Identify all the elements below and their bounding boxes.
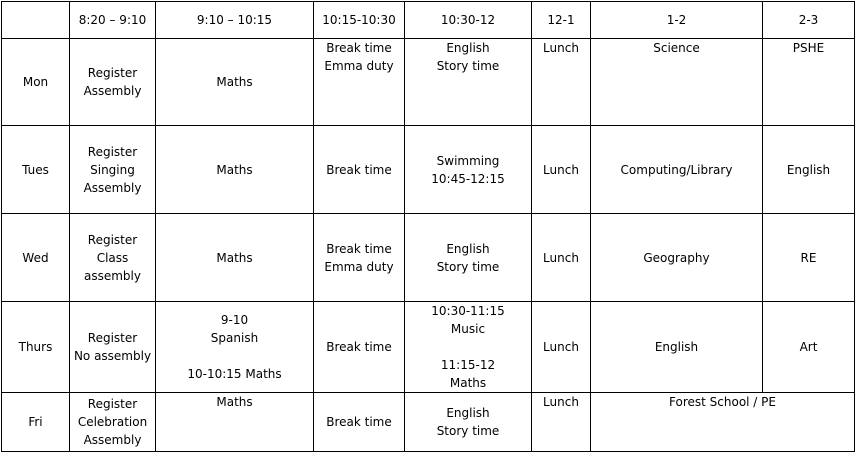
break-cell: Break time <box>314 393 405 452</box>
registration-cell: Register Celebration Assembly <box>70 393 156 452</box>
afternoon1-cell: English <box>591 302 763 393</box>
header-cell-afternoon2: 2-3 <box>763 2 855 39</box>
lunch-cell: Lunch <box>532 393 591 452</box>
afternoon2-cell: PSHE <box>763 39 855 126</box>
break-cell: Break time Emma duty <box>314 214 405 302</box>
day-cell: Tues <box>2 126 70 214</box>
afternoon2-cell: English <box>763 126 855 214</box>
break-cell: Break time Emma duty <box>314 39 405 126</box>
day-cell: Fri <box>2 393 70 452</box>
header-row <box>2 2 855 39</box>
lunch-cell: Lunch <box>532 39 591 126</box>
afternoon2-cell: RE <box>763 214 855 302</box>
table-row-thurs <box>2 302 855 393</box>
registration-cell: Register Class assembly <box>70 214 156 302</box>
day-cell: Wed <box>2 214 70 302</box>
day-cell: Thurs <box>2 302 70 393</box>
header-cell-lunch: 12-1 <box>532 2 591 39</box>
table-row-tues <box>2 126 855 214</box>
afternoon1-cell: Geography <box>591 214 763 302</box>
corner-cell <box>2 2 70 39</box>
lunch-cell: Lunch <box>532 302 591 393</box>
break-cell: Break time <box>314 302 405 393</box>
period2-cell: English Story time <box>405 214 532 302</box>
afternoon2-cell: Art <box>763 302 855 393</box>
period1-cell: Maths <box>156 393 314 452</box>
header-cell-period2: 10:30-12 <box>405 2 532 39</box>
break-cell: Break time <box>314 126 405 214</box>
afternoon1-cell: Computing/Library <box>591 126 763 214</box>
period2-cell: Swimming 10:45-12:15 <box>405 126 532 214</box>
period1-cell: Maths <box>156 126 314 214</box>
period1-cell: 9-10 Spanish 10-10:15 Maths <box>156 302 314 393</box>
table-row-mon <box>2 39 855 126</box>
day-cell: Mon <box>2 39 70 126</box>
registration-cell: Register Singing Assembly <box>70 126 156 214</box>
lunch-cell: Lunch <box>532 126 591 214</box>
period2-cell: 10:30-11:15 Music 11:15-12 Maths <box>405 302 532 393</box>
registration-cell: Register Assembly <box>70 39 156 126</box>
afternoon-combined-cell: Forest School / PE <box>591 393 855 452</box>
period1-cell: Maths <box>156 214 314 302</box>
period1-cell: Maths <box>156 39 314 126</box>
period2-cell: English Story time <box>405 39 532 126</box>
header-cell-registration: 8:20 – 9:10 <box>70 2 156 39</box>
header-cell-afternoon1: 1-2 <box>591 2 763 39</box>
weekly-timetable <box>1 1 855 452</box>
registration-cell: Register No assembly <box>70 302 156 393</box>
table-row-wed <box>2 214 855 302</box>
period2-cell: English Story time <box>405 393 532 452</box>
afternoon1-cell: Science <box>591 39 763 126</box>
lunch-cell: Lunch <box>532 214 591 302</box>
header-cell-period1: 9:10 – 10:15 <box>156 2 314 39</box>
table-row-fri <box>2 393 855 452</box>
header-cell-break: 10:15-10:30 <box>314 2 405 39</box>
